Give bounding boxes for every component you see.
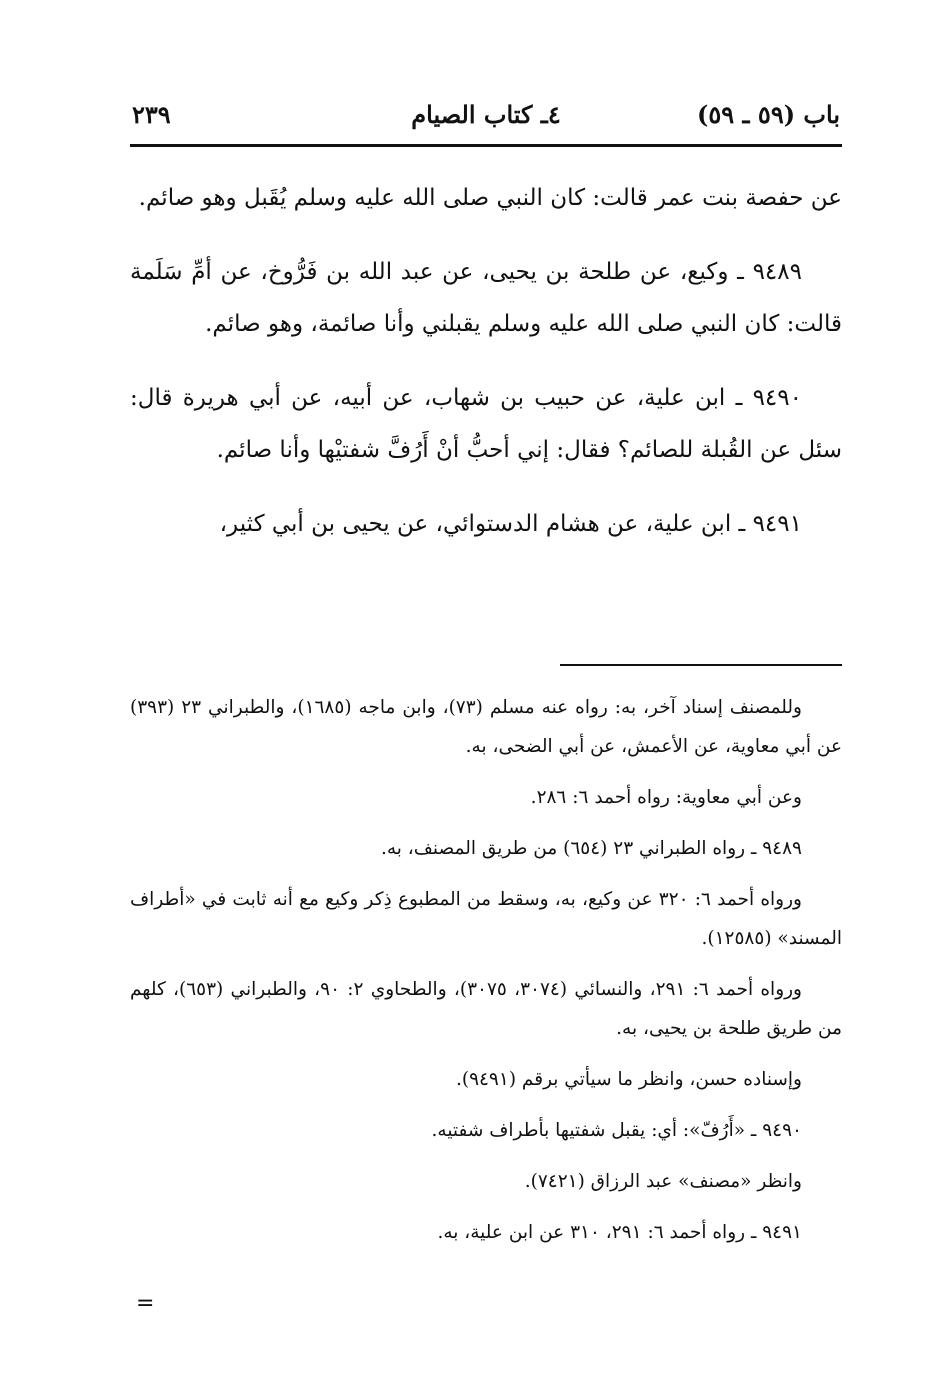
hadith-9489: ٩٤٨٩ ـ وكيع، عن طلحة بن يحيى، عن عبد الله بن فَرُّوخ، عن أمِّ سَلَمة قالت: كان النبي صلى الله عليه وسلم يقبلني وأنا صائمة، وهو صائم.: [130, 259, 842, 337]
page-number: ٢٣٩: [132, 100, 171, 129]
main-paragraph: عن حفصة بنت عمر قالت: كان النبي صلى الله عليه وسلم يُقَبل وهو صائم.: [138, 185, 842, 211]
chapter-reference: باب (٥٩ ـ ٥٩): [697, 100, 840, 129]
footnote-divider: [560, 664, 842, 666]
footnote-paragraph: وعن أبي معاوية: رواه أحمد ٦: ٢٨٦.: [530, 787, 802, 808]
continuation-mark: =: [136, 1291, 155, 1316]
header-divider: [130, 144, 842, 147]
footnotes: [130, 688, 842, 1264]
running-header: [132, 100, 840, 140]
main-text: [130, 172, 842, 572]
footnote-paragraph: ٩٤٨٩ ـ رواه الطبراني ٢٣ (٦٥٤) من طريق المصنف، به.: [380, 838, 802, 859]
hadith-9491: ٩٤٩١ ـ ابن علية، عن هشام الدستوائي، عن يحيى بن أبي كثير،: [219, 511, 802, 537]
footnote-paragraph: وانظر «مصنف» عبد الرزاق (٧٤٢١).: [524, 1171, 802, 1192]
hadith-9490: ٩٤٩٠ ـ ابن علية، عن حبيب بن شهاب، عن أبيه، عن أبي هريرة قال: سئل عن القُبلة للصائم؟ فقال: إني أحبُّ أنْ أَرُفَّ شفتيْها وأنا صائم.: [130, 385, 842, 463]
footnote-paragraph: ورواه أحمد ٦: ٣٢٠ عن وكيع، به، وسقط من المطبوع ذِكر وكيع مع أنه ثابت في «أطراف المسند» (١٢٥٨٥).: [130, 889, 842, 949]
footnote-paragraph: ٩٤٩٠ ـ «أَرُفّ»: أي: يقبل شفتيها بأطراف شفتيه.: [431, 1120, 802, 1141]
footnote-paragraph: وللمصنف إسناد آخر، به: رواه عنه مسلم (٧٣)، وابن ماجه (١٦٨٥)، والطبراني ٢٣ (٣٩٣) عن أبي معاوية، عن الأعمش، عن أبي الضحى، به.: [130, 697, 842, 757]
book-title: ٤ـ كتاب الصيام: [411, 100, 561, 129]
footnote-paragraph: وإسناده حسن، وانظر ما سيأتي برقم (٩٤٩١).: [455, 1069, 802, 1090]
footnote-paragraph: ورواه أحمد ٦: ٢٩١، والنسائي (٣٠٧٤، ٣٠٧٥)، والطحاوي ٢: ٩٠، والطبراني (٦٥٣)، كلهم من طريق طلحة بن يحيى، به.: [130, 979, 842, 1039]
footnote-paragraph: ٩٤٩١ ـ رواه أحمد ٦: ٢٩١، ٣١٠ عن ابن علية، به.: [437, 1222, 802, 1243]
